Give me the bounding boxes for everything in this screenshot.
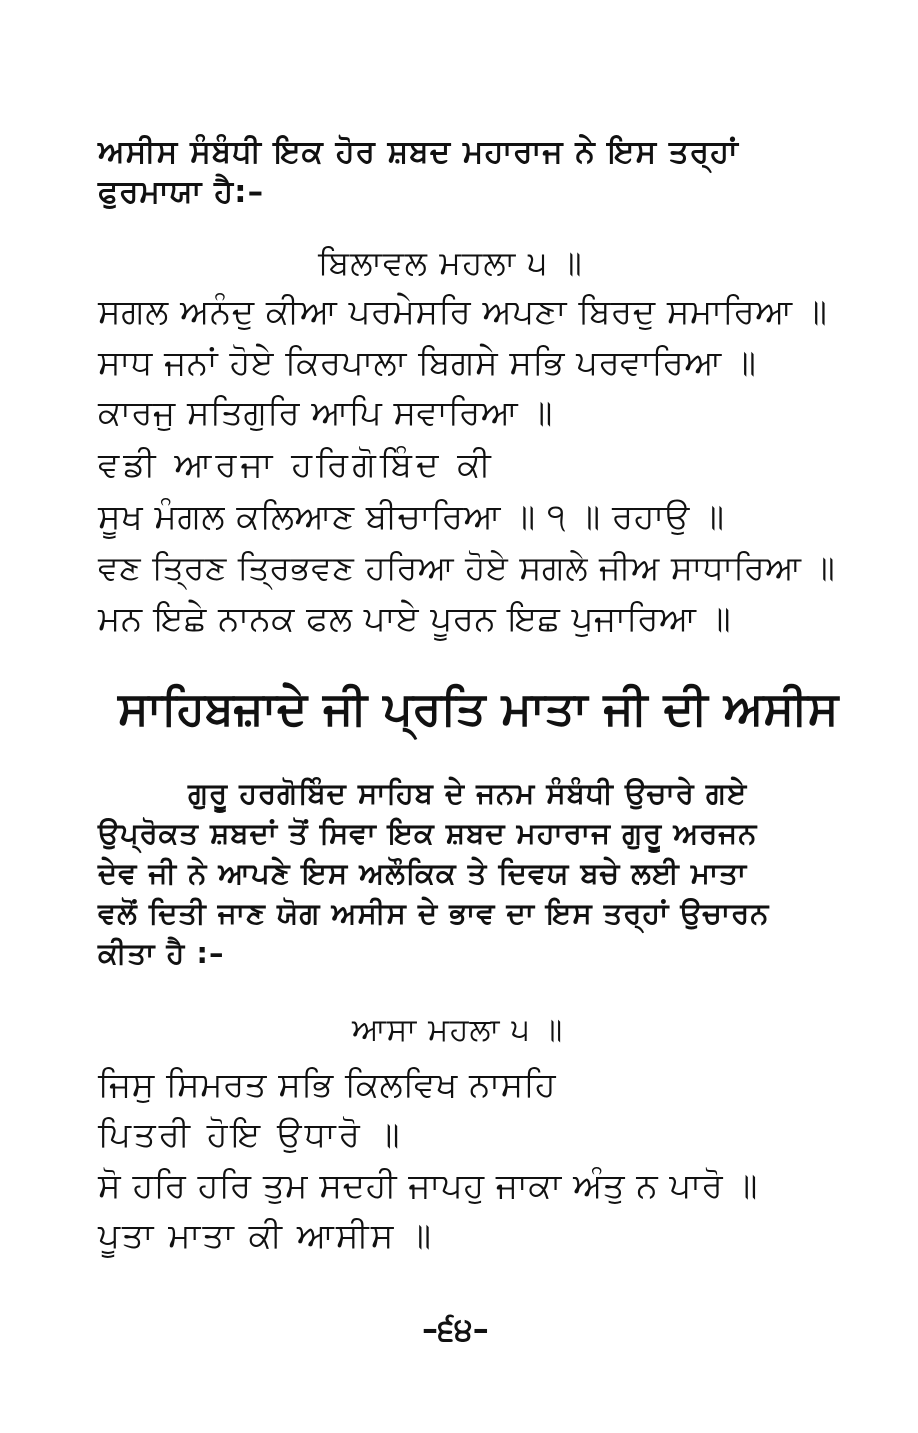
shabad1-line-7: ਮਨ ਇਛੇ ਨਾਨਕ ਫਲ ਪਾਏ ਪੂਰਨ ਇਛ ਪੁਜਾਰਿਆ ॥ xyxy=(98,599,732,639)
shabad2-line-3: ਸੋ ਹਰਿ ਹਰਿ ਤੁਮ ਸਦਹੀ ਜਾਪਹੁ ਜਾਕਾ ਅੰਤੁ ਨ ਪਾਰੋ ॥ xyxy=(98,1166,758,1206)
shabad2-title: ਆਸਾ ਮਹਲਾ ੫ ॥ xyxy=(352,1012,564,1048)
intro-line-2: ਫੁਰਮਾਯਾ ਹੈ:– xyxy=(98,174,265,210)
shabad1-title: ਬਿਲਾਵਲ ਮਹਲਾ ੫ ॥ xyxy=(318,243,583,282)
intro-line-1: ਅਸੀਸ ਸੰਬੰਧੀ ਇਕ ਹੋਰ ਸ਼ਬਦ ਮਹਾਰਾਜ ਨੇ ਇਸ ਤਰ੍ਹਾਂ xyxy=(98,134,739,170)
shabad2-line-2: ਪਿਤਰੀ ਹੋਇ ਉਧਾਰੋ ॥ xyxy=(98,1115,403,1155)
page-number: –੬੪– xyxy=(422,1310,489,1348)
shabad2-line-4: ਪੂਤਾ ਮਾਤਾ ਕੀ ਆਸੀਸ ॥ xyxy=(98,1216,434,1256)
shabad1-line-1: ਸਗਲ ਅਨੰਦੁ ਕੀਆ ਪਰਮੇਸਰਿ ਅਪਣਾ ਬਿਰਦੁ ਸਮਾਰਿਆ ॥ xyxy=(98,292,828,332)
shabad2-line-1: ਜਿਸੁ ਸਿਮਰਤ ਸਭਿ ਕਿਲਵਿਖ ਨਾਸਹਿ xyxy=(98,1065,557,1105)
shabad1-line-2: ਸਾਧ ਜਨਾਂ ਹੋਏ ਕਿਰਪਾਲਾ ਬਿਗਸੇ ਸਭਿ ਪਰਵਾਰਿਆ ॥ xyxy=(98,343,757,383)
paragraph-line-3: ਦੇਵ ਜੀ ਨੇ ਆਪਣੇ ਇਸ ਅਲੌਕਿਕ ਤੇ ਦਿਵਯ ਬਚੇ ਲਈ ਮਾਤਾ xyxy=(98,856,748,890)
paragraph-line-2: ਉਪ੍ਰੋਕਤ ਸ਼ਬਦਾਂ ਤੋਂ ਸਿਵਾ ਇਕ ਸ਼ਬਦ ਮਹਾਰਾਜ ਗੁਰੂ ਅਰਜਨ xyxy=(98,816,758,850)
shabad1-line-5: ਸੂਖ ਮੰਗਲ ਕਲਿਆਣ ਬੀਚਾਰਿਆ ॥ ੧ ॥ ਰਹਾਉ ॥ xyxy=(98,497,725,537)
shabad1-line-4: ਵਡੀ ਆਰਜਾ ਹਰਿਗੋਬਿੰਦ ਕੀ xyxy=(98,445,495,485)
paragraph-line-1: ਗੁਰੂ ਹਰਗੋਬਿੰਦ ਸਾਹਿਬ ਦੇ ਜਨਮ ਸੰਬੰਧੀ ਉਚਾਰੇ ਗਏ xyxy=(188,776,748,810)
paragraph-line-5: ਕੀਤਾ ਹੈ :– xyxy=(98,936,225,970)
shabad1-line-6: ਵਣ ਤ੍ਰਿਣ ਤ੍ਰਿਭਵਣ ਹਰਿਆ ਹੋਏ ਸਗਲੇ ਜੀਅ ਸਾਧਾਰਿਆ ॥ xyxy=(98,548,836,587)
paragraph-line-4: ਵਲੋਂ ਦਿਤੀ ਜਾਣ ਯੋਗ ਅਸੀਸ ਦੇ ਭਾਵ ਦਾ ਇਸ ਤਰ੍ਹਾਂ ਉਚਾਰਨ xyxy=(98,896,770,930)
shabad1-line-3: ਕਾਰਜੁ ਸਤਿਗੁਰਿ ਆਪਿ ਸਵਾਰਿਆ ॥ xyxy=(98,393,553,433)
section-title: ਸਾਹਿਬਜ਼ਾਦੇ ਜੀ ਪ੍ਰਤਿ ਮਾਤਾ ਜੀ ਦੀ ਅਸੀਸ xyxy=(118,681,839,735)
